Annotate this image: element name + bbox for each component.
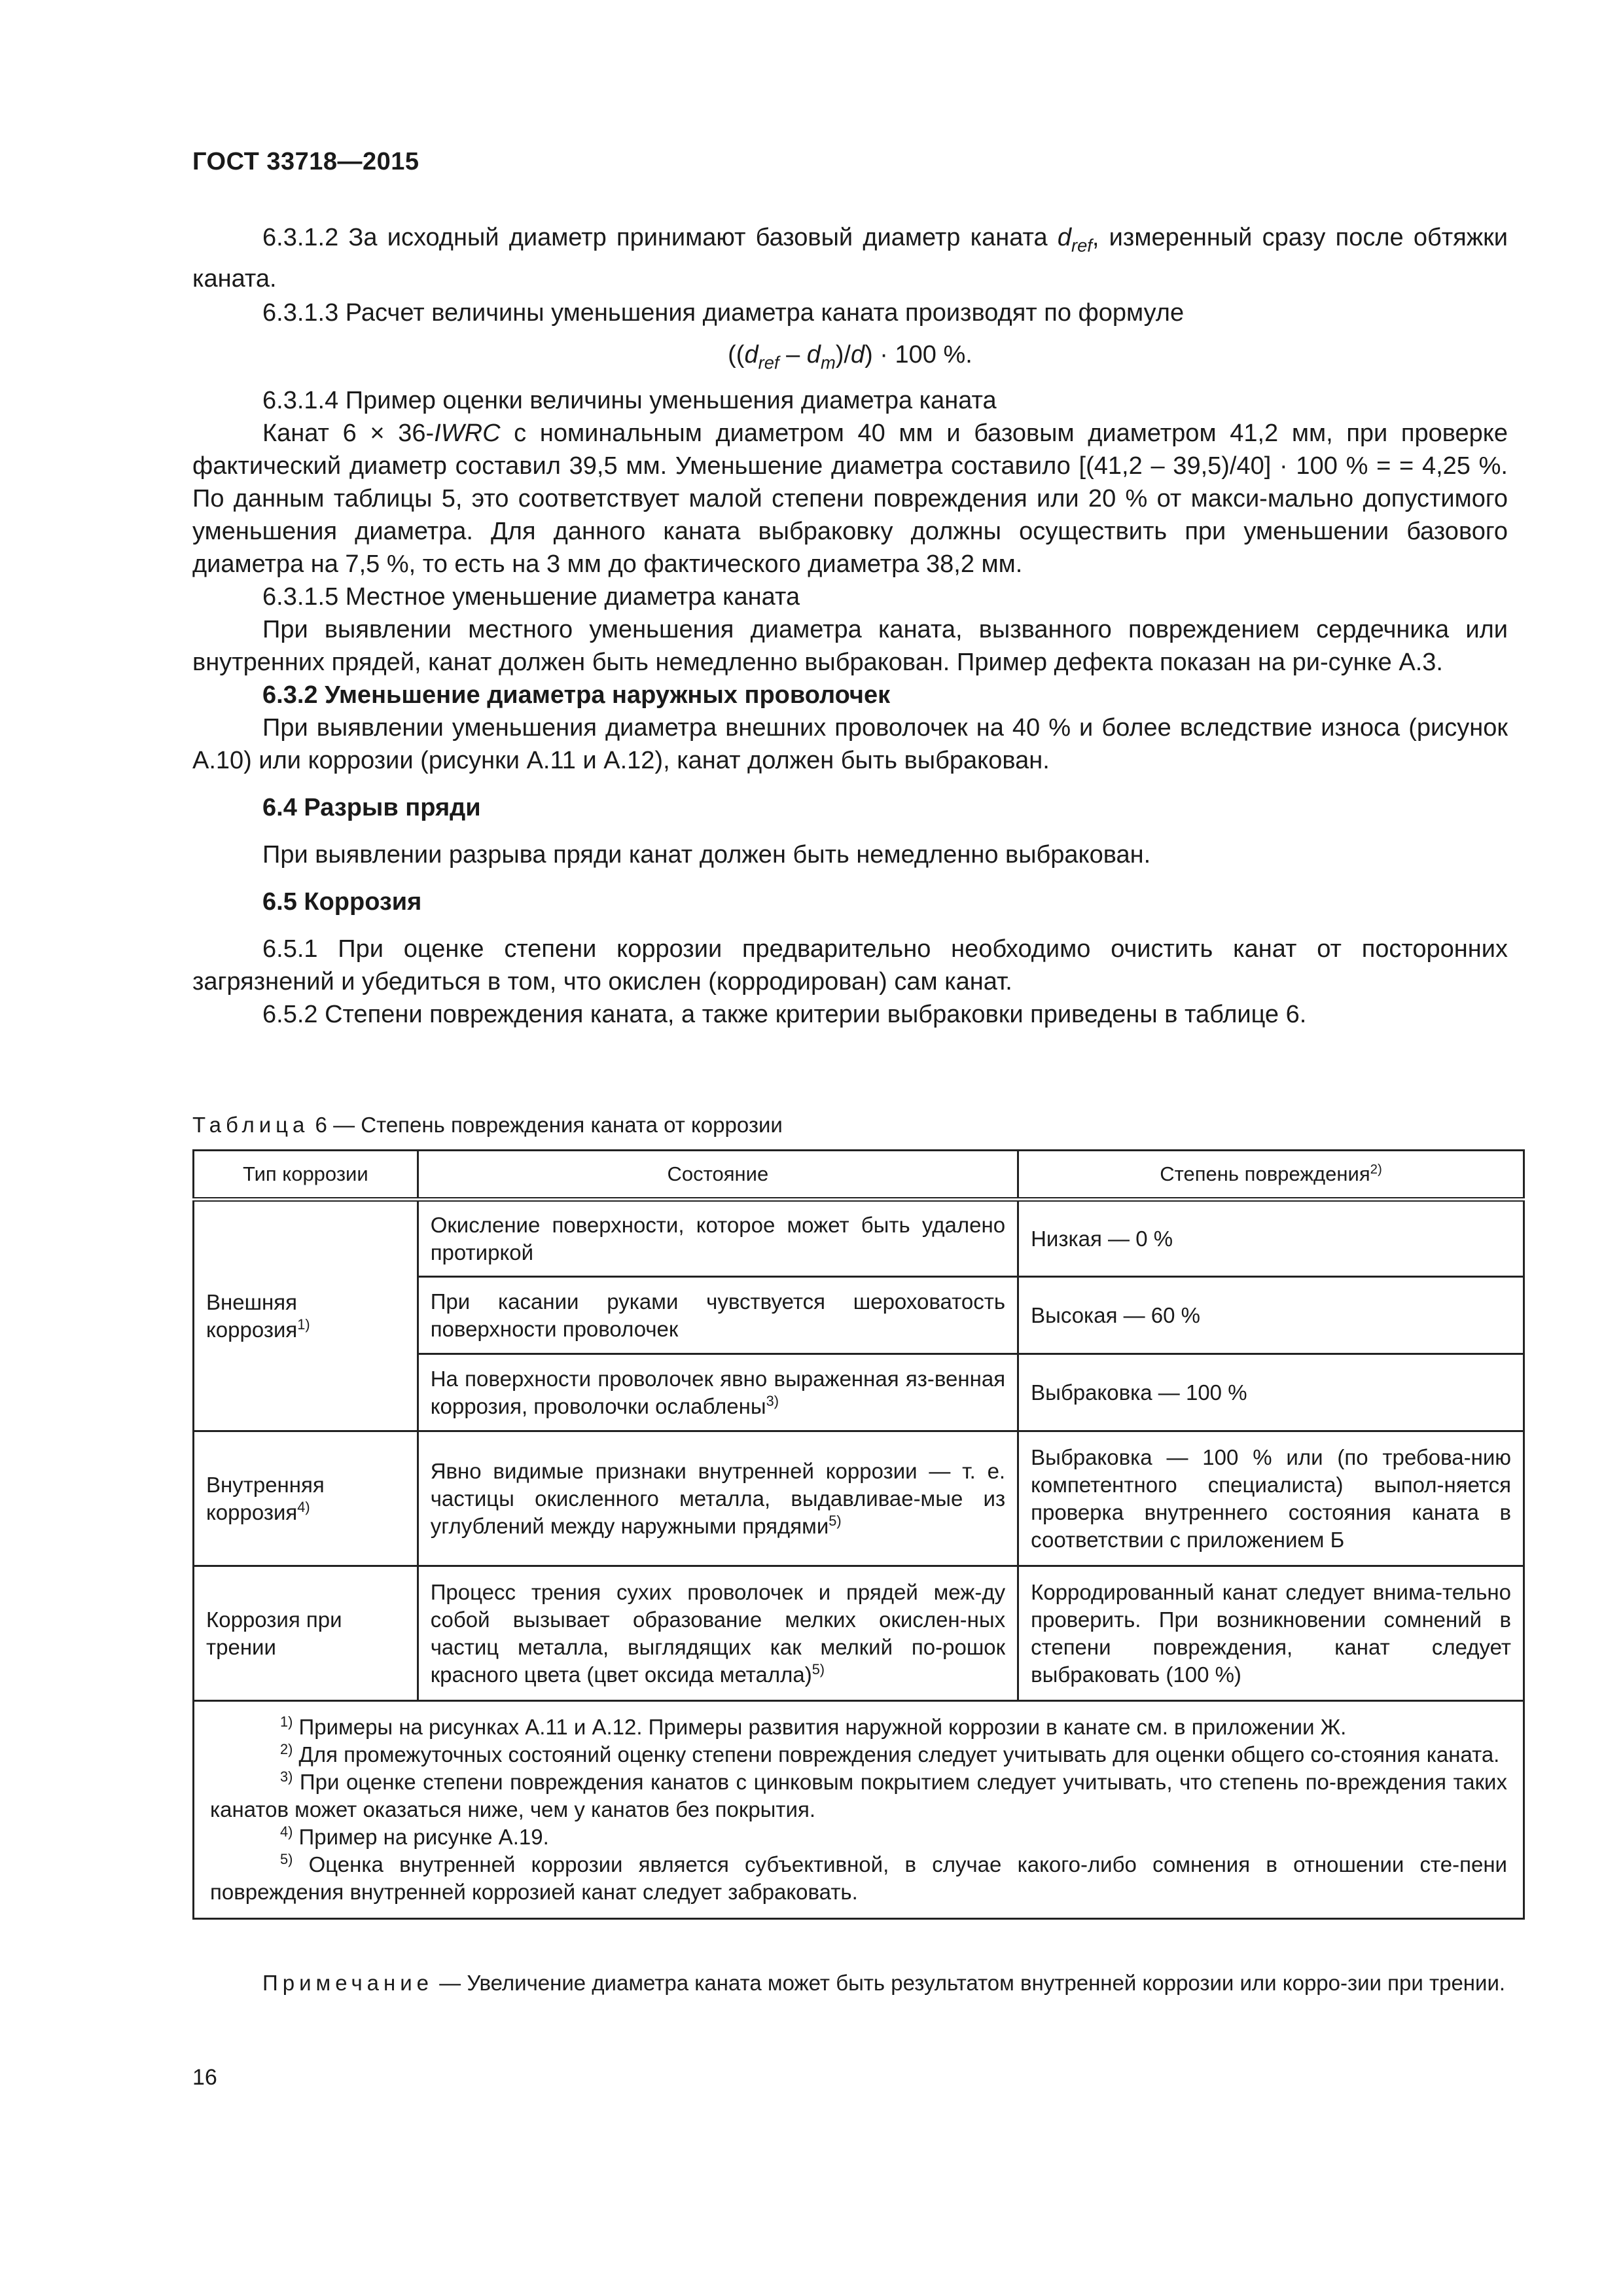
state-cell: На поверхности проволочек явно выраженная яз-венная коррозия, проволочки ослаблены$^{3)}$: [418, 1354, 1018, 1431]
footnote: $^{1)}$ Примеры на рисунках А.11 и А.12. Примеры развития наружной коррозии в канате см. в приложении Ж.: [280, 1713, 1347, 1739]
heading-6-4: 6.4 Разрыв пряди: [262, 794, 481, 822]
paragraph-6-3-1-5: 6.3.1.5 Местное уменьшение диаметра каната: [262, 583, 800, 611]
type-friction: Коррозия при трении: [194, 1566, 418, 1701]
footnote: $^{3)}$ При оценке степени повреждения канатов с цинковым покрытием следует учитывать, что степень по-вреждения таких канатов может оказаться ниже, чем у канатов без покрытия.: [210, 1768, 1507, 1821]
footnote: $^{2)}$ Для промежуточных состояний оценку степени повреждения следует учитывать для оценки общего со-стояния каната.: [280, 1741, 1500, 1767]
heading-6-3-2: 6.3.2 Уменьшение диаметра наружных проволочек: [262, 681, 891, 709]
corrosion-table: [192, 1149, 1525, 1920]
table-header-row: [194, 1151, 1524, 1200]
paragraph-6-3-1-5-body: При выявлении местного уменьшения диаметра каната, вызванного повреждением сердечника или внутренних прядей, канат должен быть немедленно выбракован. Пример дефекта показан на ри-сунке А.3.: [192, 616, 1508, 677]
heading-6-5: 6.5 Коррозия: [262, 888, 422, 916]
degree-cell: Высокая — 60 %: [1018, 1277, 1524, 1354]
footnote: $^{5)}$ Оценка внутренней коррозии является субъективной, в случае какого-либо сомнения в отношении сте-пени повреждения внутренней коррозией канат следует забраковать.: [210, 1851, 1507, 1904]
type-external: Внешняя коррозия$^{1)}$: [194, 1200, 418, 1431]
document-body: [192, 221, 1508, 1031]
degree-cell: Выбраковка — 100 %: [1018, 1354, 1524, 1431]
col-header-state: Состояние: [418, 1151, 1018, 1200]
state-cell: Процесс трения сухих проволочек и прядей меж-ду собой вызывает образование мелких окислен-ных частиц металла, выглядящих как мелкий по-рошок красного цвета (цвет оксида металла)$^{5)}$: [418, 1566, 1018, 1701]
table-row: [194, 1566, 1524, 1701]
formula: $((d_{ref} - d_m)/d) \cdot 100$ %.: [728, 340, 972, 373]
document-header: ГОСТ 33718—2015: [192, 148, 419, 175]
type-internal: Внутренняя коррозия$^{4)}$: [194, 1431, 418, 1566]
paragraph-6-5-1: 6.5.1 При оценке степени коррозии предварительно необходимо очистить канат от посторонних загрязнений и убедиться в том, что окислен (корродирован) сам канат.: [192, 935, 1508, 996]
degree-cell: Низкая — 0 %: [1018, 1200, 1524, 1277]
table-row: [194, 1431, 1524, 1566]
paragraph-6-5-2: 6.5.2 Степени повреждения каната, а также критерии выбраковки приведены в таблице 6.: [262, 1001, 1307, 1029]
state-cell: При касании руками чувствуется шероховатость поверхности проволочек: [418, 1277, 1018, 1354]
paragraph-6-3-1-4: 6.3.1.4 Пример оценки величины уменьшения диаметра каната: [262, 387, 997, 415]
col-header-type: Тип коррозии: [194, 1151, 418, 1200]
table-row: [194, 1200, 1524, 1277]
state-cell: Явно видимые признаки внутренней коррозии — т. е. частицы окисленного металла, выдавливае-мые из углублений между наружными прядями$^{5)}$: [418, 1431, 1018, 1566]
note: Примечание — Увеличение диаметра каната может быть результатом внутренней коррозии или корро-зии при трении.: [262, 1971, 1506, 1995]
footnote: $^{4)}$ Пример на рисунке А.19.: [280, 1823, 549, 1849]
paragraph-6-3-1-3: 6.3.1.3 Расчет величины уменьшения диаметра каната производят по формуле: [262, 298, 1185, 327]
degree-cell: Выбраковка — 100 % или (по требова-нию компетентного специалиста) выпол-няется проверка внутреннего состояния каната в соответствии с приложением Б: [1018, 1431, 1524, 1566]
paragraph-6-3-1-4-body: Канат 6 × 36-IWRC с номинальным диаметром 40 мм и базовым диаметром 41,2 мм, при проверке фактический диаметр составил 39,5 мм. Уменьшение диаметра составило [(41,2 – 39,5)/40] · 100 % = = 4,25 %. По данным таблицы 5, это соответствует малой степени повреждения или 20 % от макси-мально допустимого уменьшения диаметра. Для данного каната выбраковку должны осуществить при уменьшении базового диаметра на 7,5 %, то есть на 3 мм до фактического диаметра 38,2 мм.: [192, 420, 1508, 579]
table-footnotes-row: [194, 1701, 1524, 1919]
paragraph-6-4-body: При выявлении разрыва пряди канат должен быть немедленно выбракован.: [262, 841, 1151, 869]
page-number: 16: [192, 2065, 217, 2090]
table-caption: Таблица 6 — Степень повреждения каната от коррозии: [192, 1113, 783, 1137]
state-cell: Окисление поверхности, которое может быть удалено протиркой: [418, 1200, 1018, 1277]
col-header-degree: Степень повреждения$^{2)}$: [1018, 1151, 1524, 1200]
table-footnotes: [194, 1701, 1524, 1919]
degree-cell: Корродированный канат следует внима-тельно проверить. При возникновении сомнений в степени повреждения, канат следует выбраковать (100 %): [1018, 1566, 1524, 1701]
paragraph-6-3-1-2: 6.3.1.2 За исходный диаметр принимают базовый диаметр каната $d_{ref}$, измеренный сразу после обтяжки каната.: [192, 224, 1508, 293]
paragraph-6-3-2-body: При выявлении уменьшения диаметра внешних проволочек на 40 % и более вследствие износа (рисунок А.10) или коррозии (рисунки А.11 и А.12), канат должен быть выбракован.: [192, 714, 1508, 775]
